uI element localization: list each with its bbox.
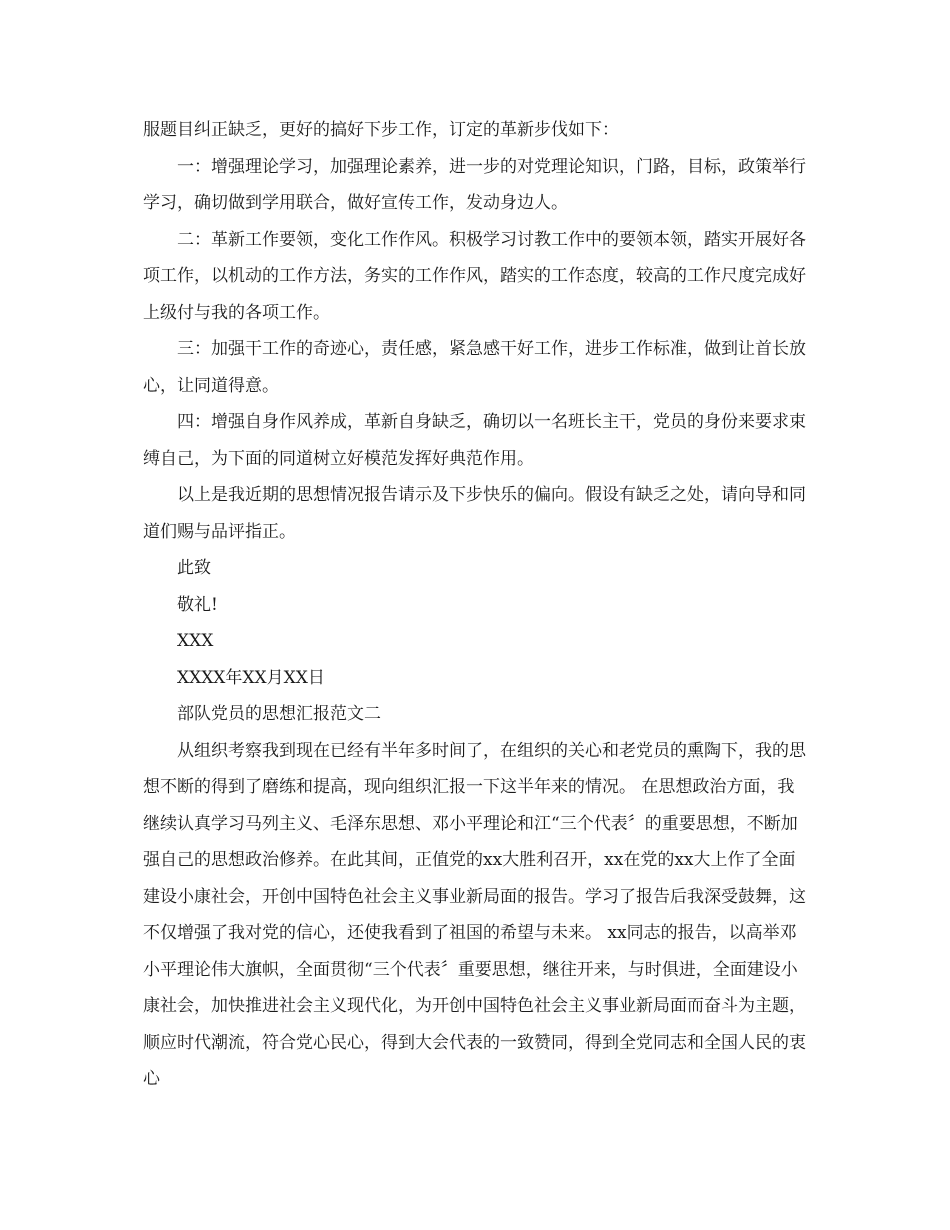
paragraph-5: 以上是我近期的思想情况报告请示及下步快乐的偏向。假设有缺乏之处，请向导和同道们赐与品评指正。	[143, 485, 806, 542]
paragraph-2: 二：革新工作要领，变化工作作风。积极学习讨教工作中的要领本领，踏实开展好各项工作，以机动的工作方法，务实的工作作风，踏实的工作态度，较高的工作尺度完成好上级付与我的各项工作。	[143, 229, 806, 323]
closing-line: 此致	[177, 558, 211, 578]
body-paragraph: 从组织考察我到现在已经有半年多时间了，在组织的关心和老党员的熏陶下，我的思想不断的得到了磨练和提高，现向组织汇报一下这半年来的情况。 在思想政治方面，我继续认真学习马列主义、毛泽东思想、邓小平理论和江“三个代表〞的重要思想，不断加强自己的思想政治修养。在此其间，正值党的xx大胜利召开，xx在党的xx大上作了全面建设小康社会，开创中国特色社会主义事业新局面的报告。学习了报告后我深受鼓舞，这不仅增强了我对党的信心，还使我看到了祖国的希望与未来。 xx同志的报告，以高举邓小平理论伟大旗帜，全面贯彻“三个代表〞重要思想，继往开来，与时俱进，全面建设小康社会，加快推进社会主义现代化，为开创中国特色社会主义事业新局面而奋斗为主题，顺应时代潮流，符合党心民心，得到大会代表的一致赞同，得到全党同志和全国人民的衷心	[143, 740, 806, 1089]
paragraph-4: 四：增强自身作风养成，革新自身缺乏，确切以一名班长主干，党员的身份来要求束缚自己，为下面的同道树立好模范发挥好典范作用。	[143, 412, 806, 469]
section-title: 部队党员的思想汇报范文二	[177, 704, 381, 724]
document-body	[143, 112, 808, 1098]
signature: XXX	[177, 631, 214, 651]
paragraph-1: 一：增强理论学习，加强理论素养，进一步的对党理论知识，门路，目标，政策举行学习，确切做到学用联合，做好宣传工作，发动身边人。	[143, 156, 806, 213]
paragraph-3: 三：加强干工作的奇迹心，责任感，紧急感干好工作，进步工作标准，做到让首长放心，让同道得意。	[143, 339, 806, 396]
opening-line: 服题目纠正缺乏，更好的搞好下步工作，订定的革新步伐如下：	[143, 120, 619, 140]
date-line: XXXX年XX月XX日	[177, 667, 325, 688]
salute-line: 敬礼!	[177, 594, 218, 615]
